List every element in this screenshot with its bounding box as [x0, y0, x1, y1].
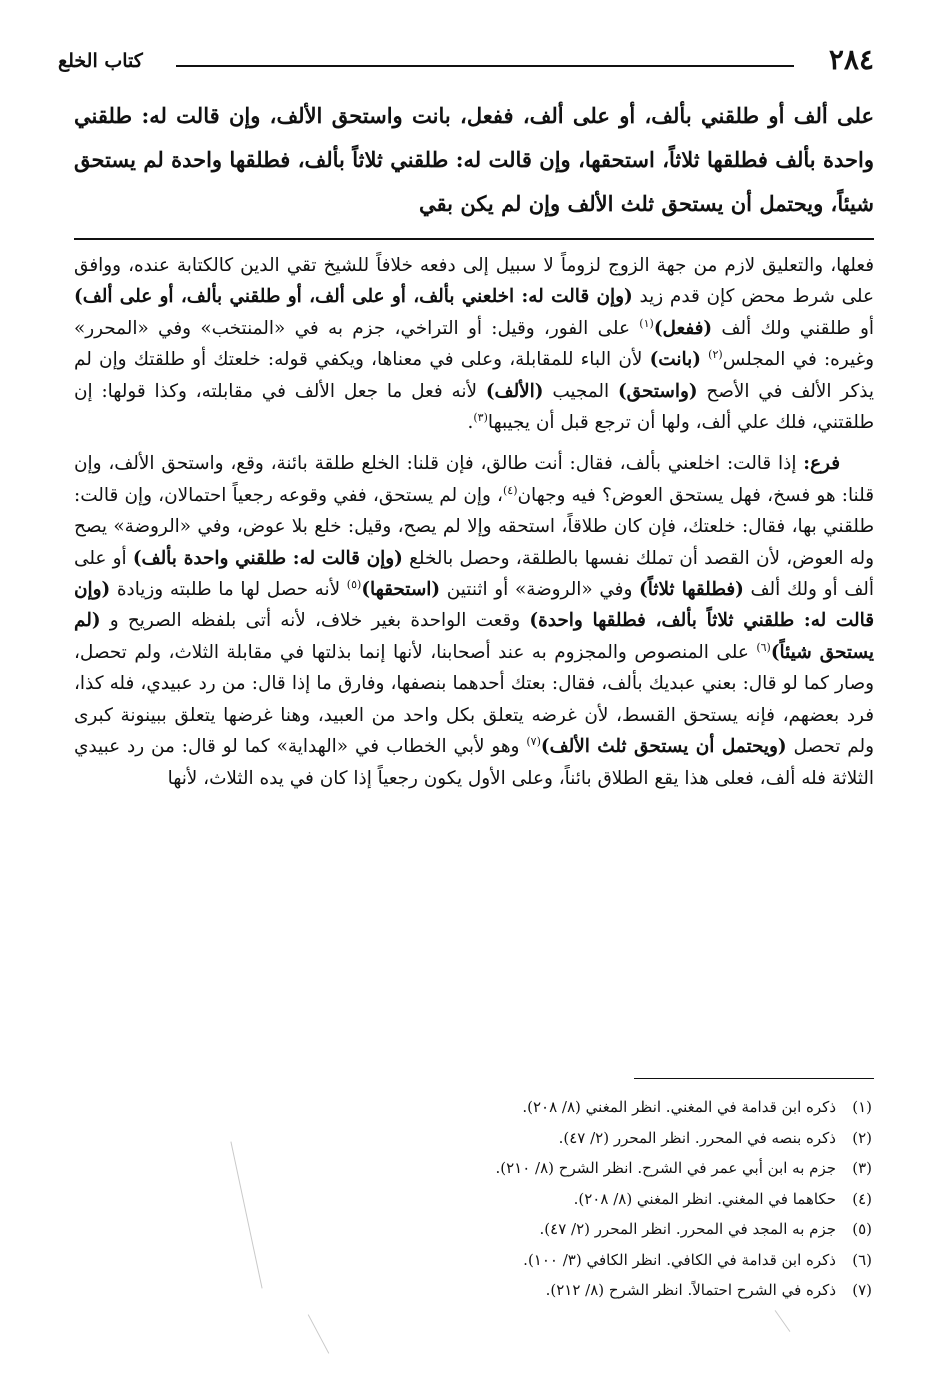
- footnote-number: (٣): [852, 1159, 872, 1177]
- footnote-ref[interactable]: (٧): [526, 734, 541, 748]
- commentary: [74, 250, 874, 794]
- footnote: [172, 1123, 872, 1154]
- footnote-ref[interactable]: (٤): [503, 483, 518, 497]
- footnote: [172, 1092, 872, 1123]
- footnote-number: (٤): [852, 1189, 872, 1208]
- text-run: لأن الباء للمقابلة، وعلى في معناها، ويكفي قوله: خلعتك أو طلقتك وإن لم يذكر الألف في الأصح: [74, 349, 874, 402]
- footnote-text: ذكره ابن قدامة في المغني. انظر المغني (٨/ ٢٠٨).: [522, 1098, 836, 1116]
- footnote-number: (٦): [852, 1250, 872, 1269]
- page-number: ٢٨٤: [828, 43, 874, 76]
- footnote-ref[interactable]: (٢): [708, 348, 723, 362]
- footnote-number: (٧): [852, 1281, 872, 1299]
- footnote-number: (٢): [852, 1128, 872, 1147]
- footnote: [172, 1153, 872, 1184]
- footnote-ref[interactable]: (٦): [756, 640, 771, 654]
- footnote: [172, 1214, 872, 1245]
- commentary-paragraph: [74, 448, 874, 793]
- text-run: أو على ألف أو ولك ألف: [74, 547, 875, 601]
- matn-quote: (الألف): [485, 380, 544, 402]
- footnote-text: ذكره بنصه في المحرر. انظر المحرر (٢/ ٤٧).: [558, 1128, 836, 1147]
- footnote-text: جزم به المجد في المحرر. انظر المحرر (٢/ ٤٧).: [539, 1220, 836, 1238]
- matn-quote: (ويحتمل أن يستحق ثلث الألف): [540, 736, 787, 758]
- text-run: وقعت الواحدة بغير خلاف، لأنه أتى بلفظه الصريح و: [100, 610, 530, 632]
- footnote: [172, 1275, 872, 1306]
- footnote-text: ذكره في الشرح احتمالاً. انظر الشرح (٨/ ٢١٢).: [545, 1281, 836, 1299]
- branch-label: فرع:: [803, 453, 840, 475]
- text-run: وفي «الروضة» أو اثنتين: [440, 579, 640, 601]
- text-run: أو طلقني ولك ألف: [712, 317, 874, 339]
- matn-quote: (وإن قالت له: اخلعني بألف، أو على ألف، أو طلقني بألف، أو على ألف): [74, 286, 633, 308]
- footnote-ref[interactable]: (٣): [473, 410, 488, 424]
- matn-quote: (استحقها): [361, 579, 441, 601]
- text-run: المجيب: [543, 380, 618, 402]
- text-run: إذا قالت: اخلعني بألف، فقال: أنت طالق، فإن قلنا: الخلع طلقة بائنة، وقع، واستحق الألف، وإن قلنا: هو فسخ، فهل يستحق العوض؟ فيه وجهان: [74, 453, 874, 506]
- footnotes: [172, 1092, 872, 1306]
- matn-quote: (لم يستحق شيئاً): [74, 610, 874, 663]
- matn-quote: (وإن قالت له: طلقني واحدة بألف): [132, 547, 403, 569]
- text-run: لأنه فعل ما جعل الألف في مقابلته، وكذا قولها: إن طلقتني، فلك علي ألف، ولها أن ترجع قبل أن يجيبها: [74, 380, 874, 434]
- text-run: ، وإن لم يستحق، ففي وقوعه رجعياً احتمالان، وإن قالت: طلقني بها، فقال: خلعتك، فإن كان طلاقاً، استحقه وإلا لم يصح، وقيل: خلع بلا عوض، وفي «الروضة» يصح وله العوض، لأن القصد أن تملك نفسها بالطلقة، وحصل بالخلع: [74, 484, 875, 569]
- footnote: [172, 1184, 872, 1215]
- commentary-paragraph: [74, 250, 874, 438]
- footnote-text: حكاهما في المغني. انظر المغني (٨/ ٢٠٨).: [573, 1189, 836, 1208]
- footnote-ref[interactable]: (٥): [346, 577, 362, 591]
- footnote: [172, 1245, 872, 1276]
- matn-quote: (واستحق): [617, 380, 698, 402]
- footnotes-divider: [634, 1078, 874, 1079]
- matn-quote: (ففعل): [653, 317, 713, 339]
- scan-scratch-mark: [775, 1310, 791, 1332]
- text-run: على الفور، وقيل: أو التراخي، جزم به في «المنتخب» وفي «المحرر» وغيره: في المجلس: [74, 317, 874, 371]
- footnote-text: جزم به ابن أبي عمر في الشرح. انظر الشرح (٨/ ٢١٠).: [495, 1159, 836, 1177]
- text-run: لأنه حصل لها ما طلبته وزيادة: [110, 579, 347, 601]
- matn-text: على ألف أو طلقني بألف، أو على ألف، ففعل، بانت واستحق الألف، وإن قالت له: طلقني واحدة بألف فطلقها ثلاثاً، استحقها، وإن قالت له: طلقني ثلاثاً بألف، فطلقها واحدة لم يستحق شيئاً، ويحتمل أن يستحق ثلث الألف وإن لم يكن بقي: [74, 103, 874, 216]
- footnote-ref[interactable]: (١): [639, 316, 654, 330]
- matn-quote: (وإن قالت له: طلقني ثلاثاً بألف، فطلقها واحدة): [74, 579, 874, 632]
- matn-quote: (بانت): [649, 349, 701, 371]
- footnote-text: ذكره ابن قدامة في الكافي. انظر الكافي (٣/ ١٠٠).: [523, 1250, 836, 1269]
- footnote-number: (١): [852, 1098, 872, 1116]
- footnote-number: (٥): [852, 1220, 872, 1238]
- matn-quote: (فطلقها ثلاثاً): [639, 579, 744, 601]
- scan-scratch-mark: [308, 1314, 330, 1353]
- text-run: فعلها، والتعليق لازم من جهة الزوج لزوماً لا سبيل إلى دفعه خلافاً للشيخ تقي الدين كالكتابة عنده، ووافق على شرط محض كإن قدم زيد: [74, 255, 874, 308]
- matn-divider: [74, 238, 874, 240]
- text-run: على المنصوص والمجزوم به عند أصحابنا، لأنها إنما بذلتها في مقابلة الثلاث، ولم تحصل، وصار كما لو قال: بعني عبديك بألف، فقال: بعتك أحدهما بنصفها، وفارق ما إذا قال: من رد عبيدي، فله كذا، فرد بعضهم، فإنه يستحق القسط، لأن غرضه يتعلق بكل واحد من العبيد، وهنا غرضها يتعلق ببينونة كبرى ولم تحصل: [74, 641, 874, 758]
- page-header: [58, 40, 874, 84]
- text-run: .: [467, 412, 474, 434]
- chapter-title: كتاب الخلع: [58, 50, 143, 72]
- text-run: وهو لأبي الخطاب في «الهداية» كما لو قال: من رد عبيدي الثلاثة فله ألف، فعلى هذا يقع الطلاق بائناً، وعلى الأول يكون رجعياً إذا كان في يده الثلاث، لأنها: [74, 736, 874, 789]
- header-rule: [176, 65, 794, 67]
